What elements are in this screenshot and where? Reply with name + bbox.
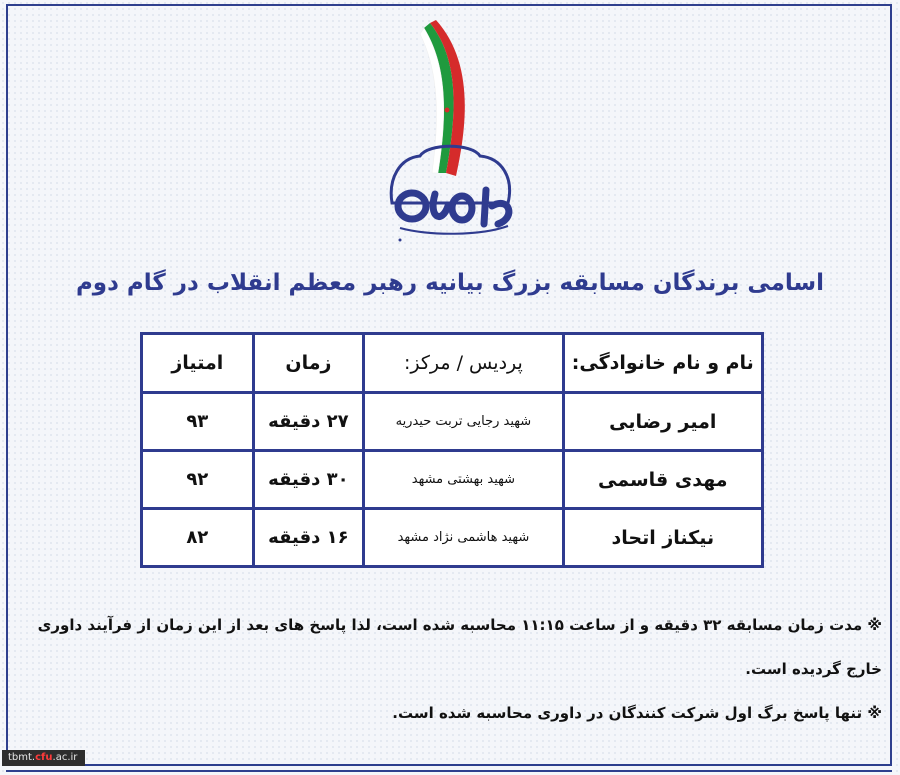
table-row bbox=[142, 509, 763, 567]
header-name: نام و نام خانوادگی: bbox=[563, 334, 762, 393]
table-row bbox=[142, 393, 763, 451]
header-time: زمان bbox=[253, 334, 364, 393]
winner-campus: شهید هاشمی نژاد مشهد bbox=[364, 509, 563, 567]
winners-table bbox=[140, 332, 764, 568]
winner-name: امیر رضایی bbox=[563, 393, 762, 451]
watermark-suffix: .ac.ir bbox=[52, 752, 78, 763]
winner-time: ۳۰ دقیقه bbox=[253, 451, 364, 509]
note-line: خارج گردیده است. bbox=[745, 660, 882, 678]
note-line: ※ مدت زمان مسابقه ۳۲ دقیقه و از ساعت ۱۱:۱۵ محاسبه شده است، لذا پاسخ های بعد از این زمان از فرآیند داوری bbox=[37, 616, 882, 634]
winner-campus: شهید رجایی تربت حیدریه bbox=[364, 393, 563, 451]
table-header-row bbox=[142, 334, 763, 393]
header-score: امتیاز bbox=[142, 334, 254, 393]
winner-score: ۹۲ bbox=[142, 451, 254, 509]
header-campus: پردیس / مرکز: bbox=[364, 334, 563, 393]
bottom-rule bbox=[6, 770, 892, 772]
winner-name: نیکناز اتحاد bbox=[563, 509, 762, 567]
winner-name: مهدی قاسمی bbox=[563, 451, 762, 509]
site-watermark bbox=[2, 750, 85, 766]
page-title: اسامی برندگان مسابقه بزرگ بیانیه رهبر معظم انقلاب در گام دوم bbox=[75, 270, 825, 296]
winner-score: ۹۳ bbox=[142, 393, 254, 451]
winner-time: ۲۷ دقیقه bbox=[253, 393, 364, 451]
winner-time: ۱۶ دقیقه bbox=[253, 509, 364, 567]
table-row bbox=[142, 451, 763, 509]
rahbari-bayanieh-logo bbox=[380, 18, 520, 243]
notes-section bbox=[22, 603, 882, 735]
watermark-prefix: tbmt. bbox=[8, 752, 36, 763]
note-line: ※ تنها پاسخ برگ اول شرکت کنندگان در داوری محاسبه شده است. bbox=[392, 704, 882, 722]
winner-score: ۸۲ bbox=[142, 509, 254, 567]
watermark-highlight: cfu bbox=[35, 752, 53, 763]
winner-campus: شهید بهشتی مشهد bbox=[364, 451, 563, 509]
